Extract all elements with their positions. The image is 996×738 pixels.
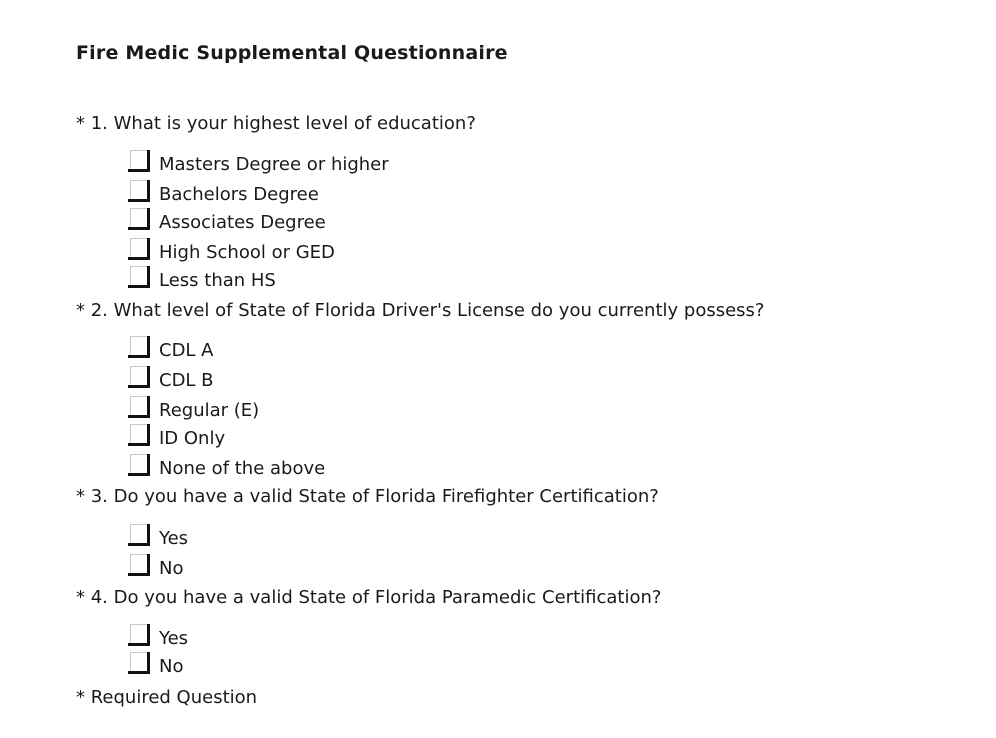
checkbox-icon[interactable] [128, 524, 150, 546]
option-label: CDL A [159, 340, 214, 361]
question-3-option-yes[interactable] [128, 518, 189, 549]
option-label: Associates Degree [159, 212, 326, 233]
option-label: None of the above [159, 458, 326, 479]
checkbox-icon[interactable] [128, 238, 150, 260]
option-label: No [159, 558, 184, 579]
question-2-option-1[interactable] [128, 330, 214, 361]
option-label: Masters Degree or higher [159, 154, 389, 175]
checkbox-icon[interactable] [128, 366, 150, 388]
question-1-option-4[interactable] [128, 232, 335, 263]
question-4-option-no[interactable] [128, 646, 184, 677]
question-1-option-3[interactable] [128, 202, 326, 233]
checkbox-icon[interactable] [128, 336, 150, 358]
option-label: Bachelors Degree [159, 184, 319, 205]
checkbox-icon[interactable] [128, 180, 150, 202]
option-label: Yes [159, 628, 189, 649]
checkbox-icon[interactable] [128, 424, 150, 446]
question-1-option-1[interactable] [128, 144, 389, 175]
question-2-option-5[interactable] [128, 448, 326, 479]
option-label: CDL B [159, 370, 214, 391]
option-label: High School or GED [159, 242, 335, 263]
checkbox-icon[interactable] [128, 454, 150, 476]
option-label: Regular (E) [159, 400, 260, 421]
required-question-note: * Required Question [76, 687, 258, 708]
question-1-text: * 1. What is your highest level of education? [76, 113, 476, 134]
question-2-option-4[interactable] [128, 418, 226, 449]
page-title: Fire Medic Supplemental Questionnaire [76, 42, 508, 64]
question-4-text: * 4. Do you have a valid State of Florida Paramedic Certification? [76, 587, 662, 608]
option-label: Yes [159, 528, 189, 549]
option-label: No [159, 656, 184, 677]
option-label: Less than HS [159, 270, 276, 291]
checkbox-icon[interactable] [128, 624, 150, 646]
option-label: ID Only [159, 428, 226, 449]
question-2-option-2[interactable] [128, 360, 214, 391]
checkbox-icon[interactable] [128, 652, 150, 674]
checkbox-icon[interactable] [128, 554, 150, 576]
question-2-option-3[interactable] [128, 390, 260, 421]
question-4-option-yes[interactable] [128, 618, 189, 649]
question-1-option-5[interactable] [128, 260, 276, 291]
checkbox-icon[interactable] [128, 266, 150, 288]
question-1-option-2[interactable] [128, 174, 319, 205]
checkbox-icon[interactable] [128, 396, 150, 418]
question-2-text: * 2. What level of State of Florida Driver's License do you currently possess? [76, 300, 765, 321]
checkbox-icon[interactable] [128, 150, 150, 172]
question-3-option-no[interactable] [128, 548, 184, 579]
checkbox-icon[interactable] [128, 208, 150, 230]
question-3-text: * 3. Do you have a valid State of Florida Firefighter Certification? [76, 486, 659, 507]
